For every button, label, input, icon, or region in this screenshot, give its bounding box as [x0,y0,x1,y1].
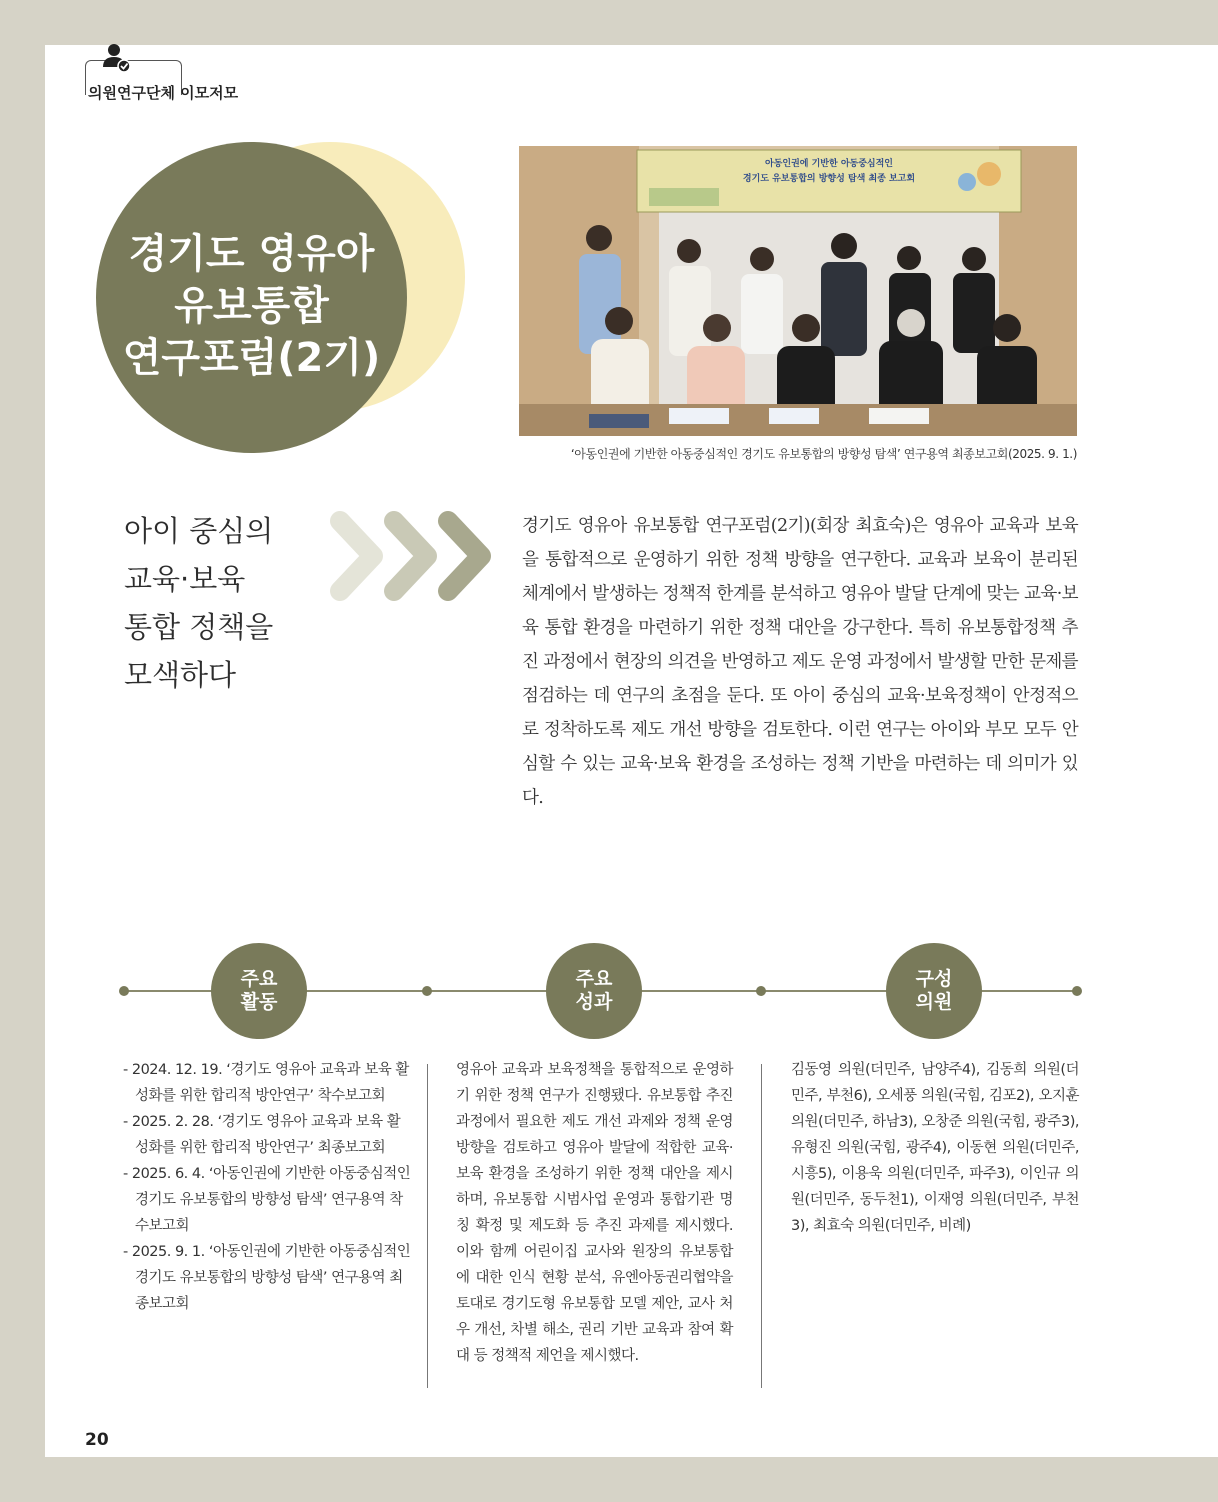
person-check-icon [100,41,134,75]
photo-caption: ‘아동인권에 기반한 아동중심적인 경기도 유보통합의 방향성 탐색’ 연구용역 최종보고회(2025. 9. 1.) [570,447,1077,461]
timeline-dot [119,986,129,996]
column-divider [761,1064,762,1388]
activity-item: - 2024. 12. 19. ‘경기도 영유아 교육과 보육 활성화를 위한 합리적 방안연구’ 착수보고회 [123,1062,409,1104]
timeline-dot [1072,986,1082,996]
badge-line: 주요 [240,968,278,990]
banner-line-2: 경기도 유보통합의 방향성 탐색 최종 보고회 [742,174,916,184]
subtitle-line: 아이 중심의 [124,514,274,548]
page-title [96,228,407,384]
members-text: 김동영 의원(더민주, 남양주4), 김동희 의원(더민주, 부천6), 오세풍 의원(국힘, 김포2), 오지훈 의원(더민주, 하남3), 오창준 의원(국힘, 광주3), 유형진 의원(국힘, 광주4), 이동현 의원(더민주, 시흥5), 이용욱 의원(더민주, 파주3), 이인규 의원(더민주, 동두천1), 이재영 의원(더민주, 부천3), 최효숙 의원(더민주, 비례) [791,1062,1079,1234]
intro-body: 경기도 영유아 유보통합 연구포럼(2기)(회장 최효숙)은 영유아 교육과 보육을 통합적으로 운영하기 위한 정책 방향을 연구한다. 교육과 보육이 분리된 체계에서 발생하는 정책적 한계를 분석하고 영유아 발달 단계에 맞는 교육·보육 통합 환경을 마련하기 위한 정책 대안을 강구한다. 특히 유보통합정책 추진 과정에서 현장의 의견을 반영하고 제도 운영 과정에서 발생할 만한 문제를 점검하는 데 연구의 초점을 둔다. 또 아이 중심의 교육·보육정책이 안정적으로 정착하도록 제도 개선 방향을 검토한다. 이런 연구는 아이와 부모 모두 안심할 수 있는 교육·보육 환경을 조성하는 정책 기반을 마련하는 데 의미가 있다. [522,516,1078,808]
badge-line: 주요 [575,968,613,990]
subtitle-line: 교육·보육 [124,562,246,596]
activity-item: - 2025. 2. 28. ‘경기도 영유아 교육과 보육 활성화를 위한 합리적 방안연구’ 최종보고회 [123,1114,401,1156]
title-line: 유보통합 [174,283,329,329]
chevron-right-icon [328,511,498,601]
page-number: 20 [85,1430,109,1450]
group-photo [519,146,1077,436]
badge-line: 의원 [915,991,953,1013]
badge-line: 구성 [915,968,953,990]
members-badge [886,943,982,1039]
results-text: 영유아 교육과 보육정책을 통합적으로 운영하기 위한 정책 연구가 진행됐다. 유보통합 추진 과정에서 필요한 제도 개선 과제와 정책 운영 방향을 검토하고 영유아 발달에 적합한 교육·보육 환경을 조성하기 위한 정책 대안을 제시하며, 유보통합 시범사업 운영과 통합기관 명칭 확정 및 제도화 등 추진 과제를 제시했다. 이와 함께 어린이집 교사와 원장의 유보통합에 대한 인식 현황 분석, 유엔아동권리협약을 토대로 경기도형 유보통합 모델 제안, 교사 처우 개선, 차별 해소, 권리 기반 교육과 참여 확대 등 정책적 제언을 제시했다. [456,1062,733,1364]
subtitle [124,507,273,699]
timeline-dot [422,986,432,996]
title-line: 경기도 영유아 [128,231,375,277]
badge-line: 활동 [240,991,278,1013]
column-divider [427,1064,428,1388]
timeline-dot [756,986,766,996]
subtitle-line: 통합 정책을 [124,610,274,644]
activity-item: - 2025. 6. 4. ‘아동인권에 기반한 아동중심적인 경기도 유보통합의 방향성 탐색’ 연구용역 착수보고회 [123,1166,411,1234]
results-badge [546,943,642,1039]
section-label: 의원연구단체 이모저모 [88,84,239,102]
activity-item: - 2025. 9. 1. ‘아동인권에 기반한 아동중심적인 경기도 유보통합의 방향성 탐색’ 연구용역 최종보고회 [123,1244,411,1312]
activities-list [123,1057,413,1317]
title-line: 연구포럼(2기) [122,335,381,381]
activities-badge [211,943,307,1039]
subtitle-line: 모색하다 [124,658,237,692]
page [45,45,1218,1457]
badge-line: 성과 [575,991,613,1013]
banner-line-1: 아동인권에 기반한 아동중심적인 [765,159,893,169]
